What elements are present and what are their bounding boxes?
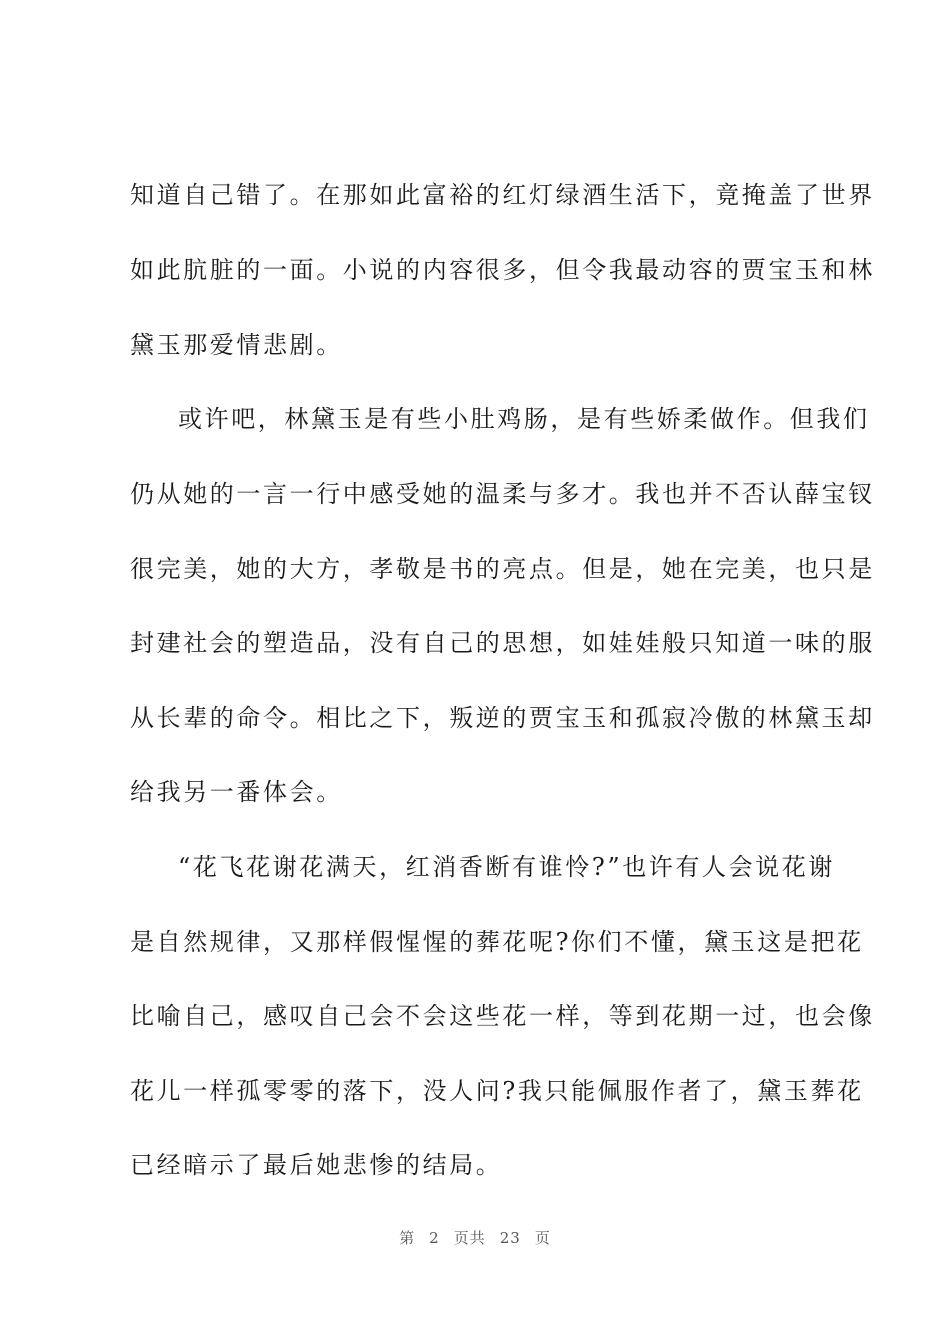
paragraph-3-line-4: 花儿一样孤零零的落下，没人问?我只能佩服作者了，黛玉葬花	[130, 1077, 864, 1105]
paragraph-3-line-3: 比喻自己，感叹自己会不会这些花一样，等到花期一过，也会像	[130, 1002, 875, 1030]
paragraph-2-line-2: 仍从她的一言一行中感受她的温柔与多才。我也并不否认薛宝钗	[130, 480, 875, 508]
paragraph-3-line-1: “花飞花谢花满天，红消香断有谁怜?”也许有人会说花谢	[178, 853, 836, 881]
paragraph-2-line-5: 从长辈的命令。相比之下，叛逆的贾宝玉和孤寂冷傲的林黛玉却	[130, 704, 875, 732]
paragraph-2-line-4: 封建社会的塑造品，没有自己的思想，如娃娃般只知道一味的服	[130, 629, 875, 657]
footer-suffix: 页	[534, 1229, 551, 1247]
paragraph-1-line-2: 如此肮脏的一面。小说的内容很多，但令我最动容的贾宝玉和林	[130, 256, 875, 284]
paragraph-2-line-6: 给我另一番体会。	[130, 778, 343, 806]
paragraph-2-line-1: 或许吧，林黛玉是有些小肚鸡肠，是有些娇柔做作。但我们	[178, 405, 870, 433]
paragraph-3-line-2: 是自然规律，又那样假惺惺的葬花呢?你们不懂，黛玉这是把花	[130, 928, 864, 956]
paragraph-1-line-3: 黛玉那爱情悲剧。	[130, 331, 343, 359]
footer-middle: 页共	[453, 1229, 486, 1247]
page-footer	[0, 1228, 950, 1248]
paragraph-2-line-3: 很完美，她的大方，孝敬是书的亮点。但是，她在完美，也只是	[130, 555, 875, 583]
footer-prefix: 第	[399, 1229, 416, 1247]
paragraph-1-line-1: 知道自己错了。在那如此富裕的红灯绿酒生活下，竟掩盖了世界	[130, 181, 875, 209]
footer-page-number: 2	[429, 1229, 440, 1247]
footer-total-pages: 23	[499, 1229, 521, 1247]
paragraph-3-line-5: 已经暗示了最后她悲惨的结局。	[130, 1151, 503, 1179]
